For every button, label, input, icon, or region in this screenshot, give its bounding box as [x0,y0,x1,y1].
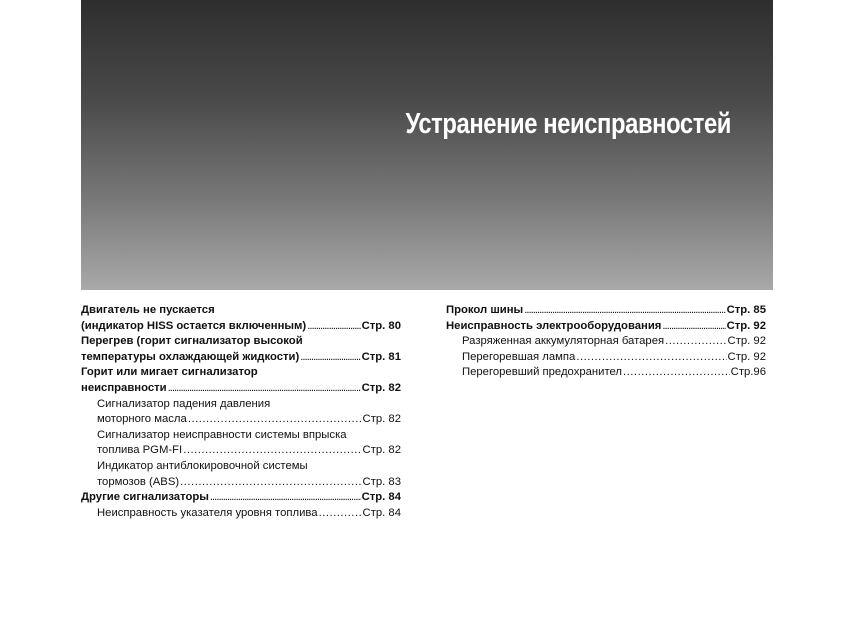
toc-entry-text: Сигнализатор неисправности системы впрыска [97,428,347,441]
page-title: Устранение неисправностей [405,108,731,140]
dot-leader [180,475,361,491]
toc-entry-text: неисправности [81,381,167,394]
toc-entry[interactable] [81,428,401,444]
dot-leader [576,350,726,366]
dot-leader [524,303,725,319]
toc-page-number: Стр. 84 [362,506,401,519]
dot-leader [210,490,361,506]
toc-entry-text: температуры охлаждающей жидкости) [81,350,300,363]
dot-leader [662,319,725,335]
toc-entry[interactable] [81,334,401,350]
toc-entry[interactable] [446,350,766,366]
toc-entry-text: Прокол шины [446,304,524,316]
dot-leader [319,506,362,522]
dot-leader [183,443,361,459]
toc-entry-text: Перегоревший предохранител [462,366,623,379]
toc-page-number: Стр. 83 [362,475,401,488]
toc-entry[interactable] [81,506,401,522]
toc-entry-text: моторного масла [97,413,187,426]
toc-page-number: Стр. 85 [726,304,766,316]
toc-page-number: Стр. 84 [361,491,401,504]
dot-leader [307,319,360,335]
toc-entry[interactable] [81,365,401,381]
toc-left-column [81,303,401,521]
toc-page-number: Стр. 81 [361,350,401,363]
toc-entry-text: тормозов (ABS) [97,475,180,488]
dot-leader [300,350,360,366]
toc-entry-text: Неисправность указателя уровня топлива [97,506,318,519]
dot-leader [188,412,362,428]
toc-entry[interactable] [446,365,766,381]
toc-entry-text: топлива PGM-FI [97,444,183,457]
toc-entry-text: Перегоревшая лампа [462,350,576,363]
toc-entry-text: Двигатель не пускается [81,304,215,316]
toc-entry-text: Другие сигнализаторы [81,491,209,504]
dot-leader [168,381,361,397]
toc-entry[interactable] [446,334,766,350]
toc-entry[interactable] [81,475,401,491]
toc-entry-text: Перегрев (горит сигнализатор высокой [81,335,303,348]
toc-page-number: Стр. 92 [726,319,766,332]
header-banner [81,0,773,290]
toc-entry[interactable] [81,381,401,397]
toc-entry[interactable] [81,397,401,413]
toc-entry-text: Разряженная аккумуляторная батарея [462,335,665,348]
toc-page-number: Стр. 80 [361,319,401,332]
toc-entry[interactable] [81,412,401,428]
toc-entry[interactable] [81,350,401,366]
toc-page-number: Стр. 82 [362,413,401,426]
toc-entry-text: Неисправность электрооборудования [446,319,662,332]
toc-entry[interactable] [446,319,766,335]
toc-entry[interactable] [81,459,401,475]
toc-page-number: Стр. 82 [361,381,401,394]
dot-leader [665,334,726,350]
toc-entry[interactable] [81,490,401,506]
toc-page-number: Стр.96 [730,366,766,379]
toc-entry-text: (индикатор HISS остается включенным) [81,319,307,332]
toc-page-number: Стр. 82 [362,444,401,457]
toc-right-column [446,303,766,381]
toc-entry[interactable] [81,319,401,335]
toc-entry-text: Сигнализатор падения давления [97,397,271,410]
toc-entry[interactable] [81,303,401,319]
toc-entry-text: Горит или мигает сигнализатор [81,366,258,379]
toc-entry[interactable] [81,443,401,459]
toc-entry[interactable] [446,303,766,319]
toc-page-number: Стр. 92 [727,350,766,363]
toc-page-number: Стр. 92 [727,335,766,348]
dot-leader [623,365,730,381]
toc-entry-text: Индикатор антиблокировочной системы [97,459,308,472]
